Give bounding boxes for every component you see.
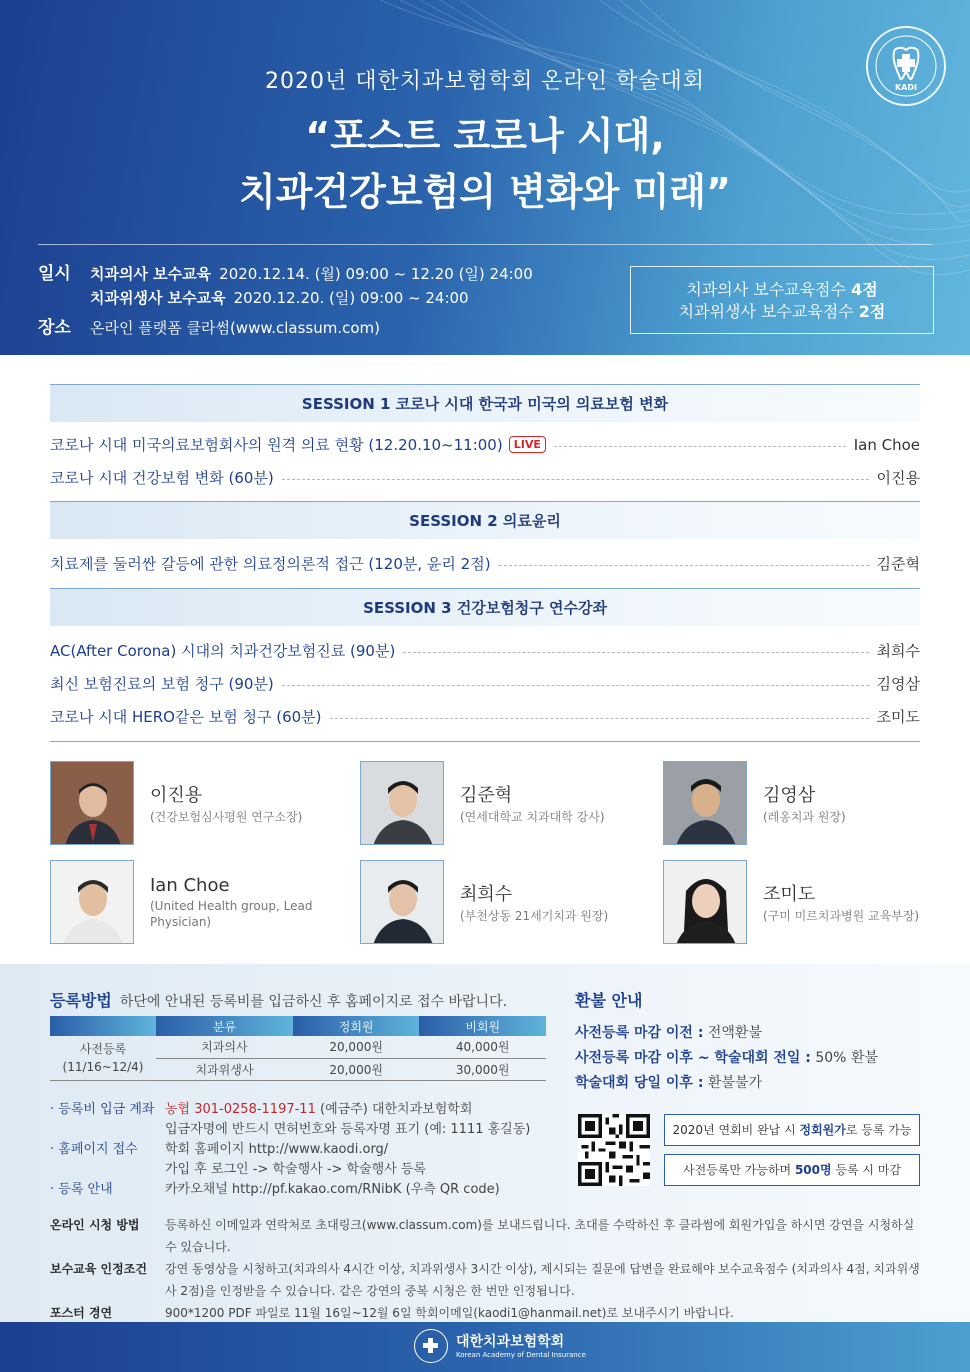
dentist-edu-date: 2020.12.14. (월) 09:00 ~ 12.20 (일) 24:00	[219, 265, 533, 283]
talk-row: AC(After Corona) 시대의 치과건강보험진료 (90분) 최희수	[50, 642, 920, 660]
talk-row: 치료제를 둘러싼 갈등에 관한 의료정의론적 접근 (120분, 윤리 2점) 김준혁	[50, 555, 920, 573]
footer	[0, 1322, 970, 1372]
speaker-name: 이진용	[150, 785, 203, 806]
speaker-affiliation: (구미 미르치과병원 교육부장)	[763, 909, 920, 923]
divider	[38, 244, 932, 245]
session-schedule	[50, 384, 920, 742]
speaker-card	[360, 761, 605, 845]
talk-row: 코로나 시대 HERO같은 보험 청구 (60분) 조미도	[50, 708, 920, 726]
event-title	[0, 108, 970, 220]
speaker-name: 김영삼	[763, 785, 816, 806]
hero-banner	[0, 0, 970, 355]
speaker-affiliation: (United Health group, Lead Physician)	[150, 898, 313, 929]
talk-row: 코로나 시대 건강보험 변화 (60분) 이진용	[50, 469, 920, 487]
speaker-card	[360, 860, 608, 944]
place-label: 장소	[38, 318, 71, 338]
speaker-affiliation: (부천상동 21세기치과 원장)	[460, 909, 609, 923]
bank-account: 농협 301-0258-1197-11	[165, 1102, 316, 1117]
fee-table: 분류 정회원 비회원 사전등록 (11/16~12/4) 치과의사 20,000원 40,000원 치과위생사 20,000원 30,000원	[50, 1016, 546, 1081]
speaker-photo	[360, 860, 444, 944]
event-subtitle: 2020년 대한치과보험학회 온라인 학술대회	[264, 69, 705, 94]
society-logo-icon	[414, 1329, 448, 1363]
speaker-name: 조미도	[763, 884, 816, 905]
registration-heading: 등록방법 하단에 안내된 등록비를 입금하신 후 홈페이지로 접수 바랍니다.	[50, 991, 508, 1010]
refund-info: 환불 안내 사전등록 마감 이전 : 전액환불 사전등록 마감 이후 ~ 학술대회 전일 : 50% 환불 학술대회 당일 이후 : 환불불가	[575, 991, 878, 1091]
speaker-name: 김준혁	[460, 785, 513, 806]
society-name: 대한치과보험학회	[456, 1334, 565, 1350]
speaker-card	[663, 761, 846, 845]
member-price-note: 2020년 연회비 완납 시 정회원가로 등록 가능	[664, 1114, 920, 1146]
speaker-photo	[663, 761, 747, 845]
event-info	[38, 262, 533, 340]
title-line-1: “포스트 코로나 시대,	[305, 114, 665, 158]
homepage-link[interactable]: 학회 홈페이지 http://www.kaodi.org/	[165, 1142, 389, 1157]
hygienist-edu-date: 2020.12.20. (일) 09:00 ~ 24:00	[233, 289, 469, 307]
speaker-photo	[50, 860, 134, 944]
live-badge: LIVE	[509, 436, 546, 453]
speaker-card	[50, 860, 330, 944]
speaker-affiliation: (연세대학교 치과대학 강사)	[460, 810, 605, 824]
place-value: 온라인 플랫폼 클라썸(www.classum.com)	[90, 319, 381, 337]
fee-group-label: 사전등록 (11/16~12/4)	[50, 1036, 156, 1080]
talk-row: 코로나 시대 미국의료보험회사의 원격 의료 현황 (12.20.10~11:00) LIVE Ian Choe	[50, 435, 920, 454]
date-label: 일시	[38, 264, 71, 284]
qr-code-icon[interactable]	[578, 1114, 650, 1186]
kakao-channel-link[interactable]: 카카오채널 http://pf.kakao.com/RNibK (우측 QR code)	[165, 1182, 500, 1197]
capacity-note: 사전등록만 가능하며 500명 등록 시 마감	[664, 1154, 920, 1186]
edu-points-box: 치과의사 보수교육점수 4점 치과위생사 보수교육점수 2점	[630, 266, 934, 334]
speaker-photo	[360, 761, 444, 845]
speaker-photo	[663, 860, 747, 944]
svg-text:KADI: KADI	[894, 83, 918, 92]
registration-section	[0, 964, 970, 1322]
dentist-edu-label: 치과의사 보수교육	[90, 265, 212, 283]
session-2-heading: SESSION 2 의료윤리	[50, 501, 920, 539]
speaker-name: Ian Choe	[150, 874, 230, 896]
speaker-affiliation: (건강보험심사평원 연구소장)	[150, 810, 303, 824]
session-1-heading: SESSION 1 코로나 시대 한국과 미국의 의료보험 변화	[50, 384, 920, 422]
hygienist-edu-label: 치과위생사 보수교육	[90, 289, 226, 307]
talk-row: 최신 보험진료의 보험 청구 (90분) 김영삼	[50, 675, 920, 693]
speaker-card	[50, 761, 302, 845]
speaker-name: 최희수	[460, 884, 513, 905]
society-name-en: Korean Academy of Dental Insurance	[456, 1351, 586, 1359]
divider	[50, 741, 920, 742]
session-3-heading: SESSION 3 건강보험청구 연수강좌	[50, 588, 920, 626]
speaker-affiliation: (레옹치과 원장)	[763, 810, 846, 824]
additional-notes: 온라인 시청 방법 등록하신 이메일과 연락처로 초대링크(www.classum.com)를 보내드립니다. 초대를 수락하신 후 클라썸에 회원가입을 하시면 강연을 시청하실 수 있습니다. 보수교육 인정조건 강연 동영상을 시청하고(치과의사 4시간 이상, 치과위생사 3시간 이상), 제시되는 질문에 답변을 완료해야 보수교육점수 (치과의사 4점, 치과위생사 2점)을 인정받을 수 있습니다. 같은 강연의 중복 시청은 한 번만 인정됩니다. 포스터 경연 900*1200 PDF 파일로 11월 16일~12월 6일 학회이메일(kaodi1@hanmail.net)로 보내주시기 바랍니다.	[50, 1218, 920, 1320]
payment-info: · 등록비 입금 계좌 농협 301-0258-1197-11 (예금주) 대한치과보험학회 입금자명에 반드시 면허번호와 등록자명 표기 (예: 1111 홍길동) · 홈페이지 접수 학회 홈페이지 http://www.kaodi.org/ 가입 후 로그인 -> 학술행사 -> 학술행사 등록 · 등록 안내 카카오채널 http://pf.kakao.com/RNibK (우측 QR code)	[50, 1100, 530, 1200]
title-line-2: 치과건강보험의 변화와 미래”	[239, 170, 731, 214]
speaker-photo	[50, 761, 134, 845]
speaker-card	[663, 860, 919, 944]
